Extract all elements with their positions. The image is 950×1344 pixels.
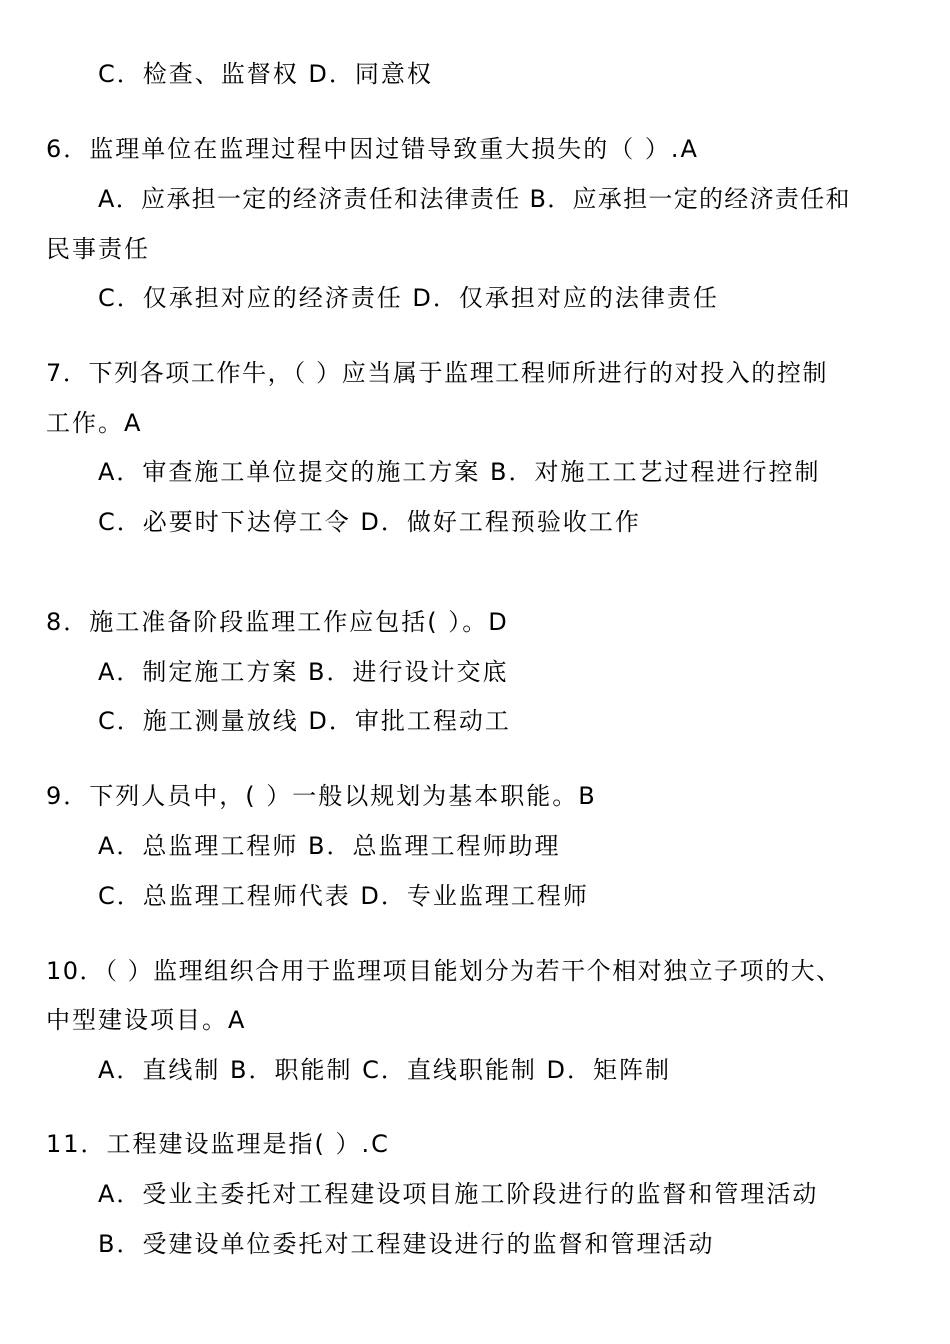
question-continuation: 工作。A [46,409,143,437]
option-line: A．受业主委托对工程建设项目施工阶段进行的监督和管理活动 [98,1180,819,1208]
option-line: A．审查施工单位提交的施工方案 B．对施工工艺过程进行控制 [98,458,821,486]
question-11: 11．工程建设监理是指( ）.C [46,1130,390,1158]
option-continuation: 民事责任 [46,235,150,263]
option-line: B．受建设单位委托对工程建设进行的监督和管理活动 [98,1230,715,1258]
question-10: 10．（ ）监理组织合用于监理项目能划分为若干个相对独立子项的大、 [46,957,842,985]
option-line: C．必要时下达停工令 D．做好工程预验收工作 [98,508,641,536]
option-line: C．总监理工程师代表 D．专业监理工程师 [98,882,589,910]
option-line: A．直线制 B．职能制 C．直线职能制 D．矩阵制 [98,1056,672,1084]
option-line: C．检查、监督权 D．同意权 [98,60,433,88]
option-line: A．应承担一定的经济责任和法律责任 B．应承担一定的经济责任和 [98,185,851,213]
option-line: C．仅承担对应的经济责任 D．仅承担对应的法律责任 [98,284,719,312]
question-7: 7．下列各项工作牛，（ ）应当属于监理工程师所进行的对投入的控制 [46,359,829,387]
question-6: 6．监理单位在监理过程中因过错导致重大损失的（ ）.A [46,135,699,163]
question-9: 9．下列人员中，( ）一般以规划为基本职能。B [46,782,597,810]
option-line: C．施工测量放线 D．审批工程动工 [98,707,511,735]
option-line: A．制定施工方案 B．进行设计交底 [98,658,509,686]
question-continuation: 中型建设项目。A [46,1006,247,1034]
option-line: A．总监理工程师 B．总监理工程师助理 [98,832,561,860]
question-8: 8．施工准备阶段监理工作应包括( ）。D [46,608,509,636]
